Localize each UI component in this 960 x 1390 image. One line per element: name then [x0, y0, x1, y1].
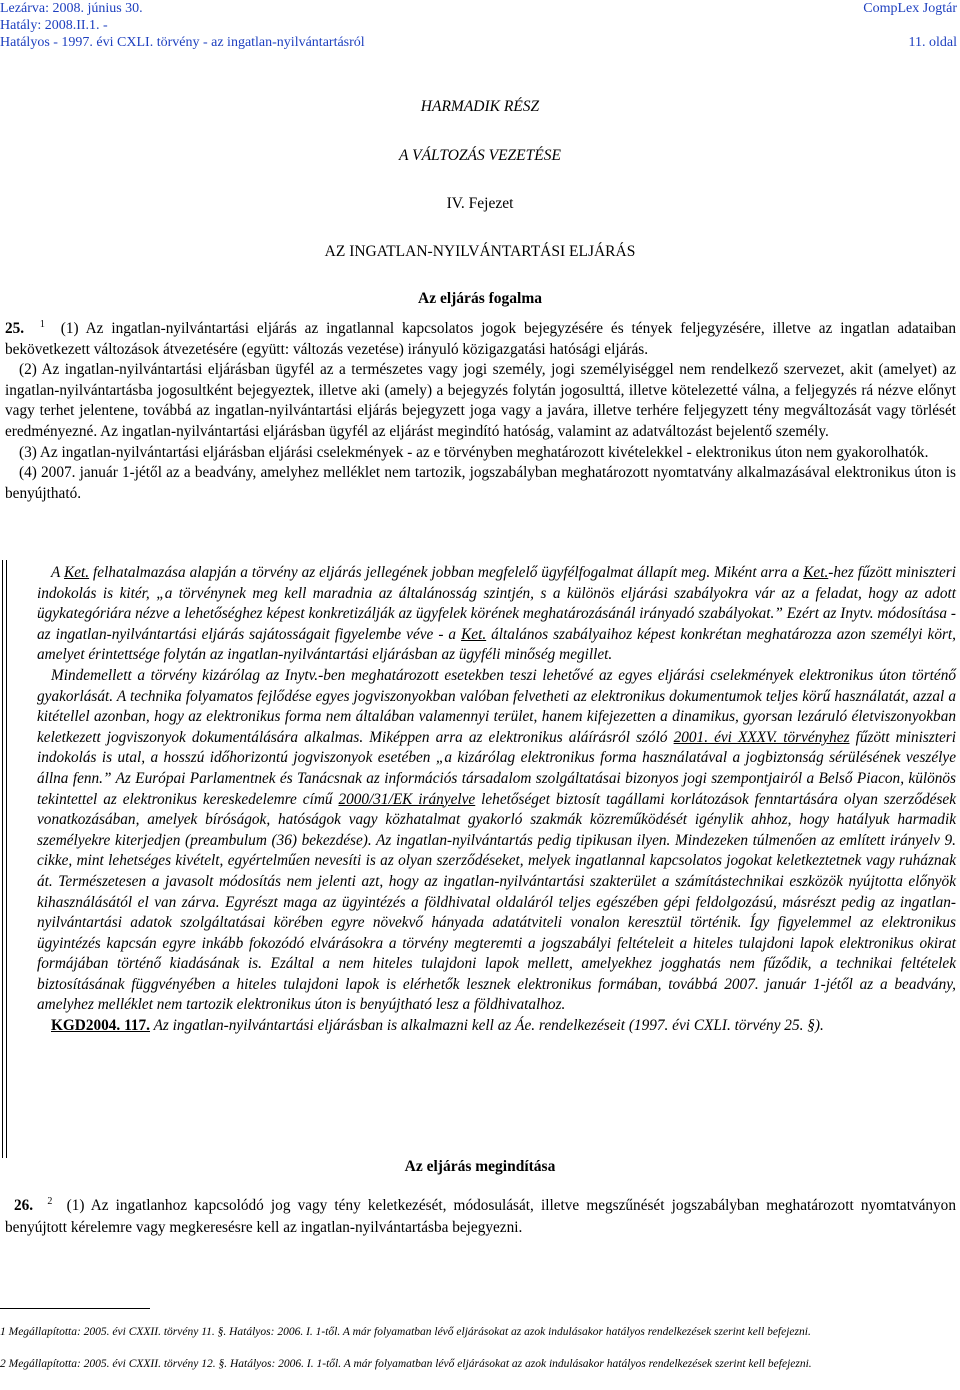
- section-number: 25.: [5, 320, 25, 337]
- closing-date: Lezárva: 2008. június 30.: [0, 1, 143, 16]
- paragraph-2: (2) Az ingatlan-nyilvántartási eljárásban ügyfél az a természetes vagy jogi személy, jogi személyiséggel nem rendelkező szervezet, akit (amelyet) az ingatlan-nyilvántartásba jogosultként bejegyeztek, illetve aki (amely) a bejegyzés folytán jogosulttá, illetve kötelezetté válna, a feljegyzés rá nézve előnyt vagy terhet jelentene, továbbá az ingatlan-nyilvántartási eljárás bejegyzett joga vagy a javára, illetve terhére feljegyzett tény megváltozását vagy törlését eredményezné. Az ingatlan-nyilvántartási eljárásban ügyfél az eljárást megindító hatóság, valamint az adatváltozást bejelentő személy.: [5, 361, 956, 440]
- brand-name: CompLex Jogtár: [863, 1, 957, 16]
- footnote-ref-2[interactable]: 2: [47, 1195, 53, 1207]
- effective-date: Hatály: 2008.II.1. -: [0, 18, 108, 33]
- part-heading: HARMADIK RÉSZ: [420, 98, 540, 115]
- chapter-heading: IV. Fejezet: [446, 195, 514, 212]
- subtitle: Az eljárás fogalma: [418, 290, 542, 307]
- kgd-link[interactable]: KGD2004. 117.: [51, 1017, 151, 1035]
- paragraph-1: 25. $^1$ (1) Az ingatlan-nyilvántartási eljárás az ingatlannal kapcsolatos jogok bejegyzésére és tények feljegyzésére, illetve az ingatlan adataiban bekövetkezett változások átvezetésére (együtt: változás vezetése) irányuló közigazgatási hatósági eljárás.: [5, 318, 956, 358]
- section-26-paragraph-1: 26. $^2$ (1) Az ingatlanhoz kapcsolódó jog vagy tény keletkezését, módosulását, illetve megszűnését jogszabályban meghatározott nyomtatványon benyújtott kérelemre vagy megkeresésre kell az ingatlan-nyilvántartásba bejegyezni.: [5, 1195, 956, 1236]
- kgd-reference: KGD2004. 117. Az ingatlan-nyilvántartási eljárásban is alkalmazni kell az Áe. rendelkezéseit (1997. évi CXLI. törvény 25. §).: [51, 1017, 824, 1035]
- chapter-title: AZ INGATLAN-NYILVÁNTARTÁSI ELJÁRÁS: [324, 243, 636, 260]
- section-26-title: Az eljárás megindítása: [404, 1158, 556, 1175]
- note-paragraph-1: A Ket. felhatalmazása alapján a törvény az eljárás jellegének jobban megfelelő ügyfélfogalmat állapít meg. Miként arra a Ket.-hez fűzött miniszteri indokolás is kitér, „a törvénynek meg kell maradnia az általánosság szintjén, s a különös eljárási szabályokra vár az a feladat, hogy az adott ügykategóriára nézve a lehetőséghez képest konkretizálják az ügyfelek körének meghatározásánál irányadó szabályokat.” Ezért az Inytv. módosítása - az ingatlan-nyilvántartási eljárás sajátosságait figyelembe véve - a Ket. általános szabályaihoz képest konkrétan meghatározza azon személyi kört, amelyet érintettsége folytán az ingatlan-nyilvántartási eljárásban az ügyféli minőség megillet.: [37, 564, 956, 664]
- section-number: 26.: [14, 1197, 34, 1214]
- part-title: A VÁLTOZÁS VEZETÉSE: [399, 147, 561, 164]
- ket-link[interactable]: Ket.: [803, 564, 829, 581]
- page-number: 11. oldal: [908, 35, 957, 50]
- footnote-divider: [0, 1308, 150, 1309]
- commentary-note: [37, 563, 956, 1037]
- section-26: [5, 1195, 956, 1239]
- footnote-1: 1 Megállapította: 2005. évi CXXII. törvény 11. §. Hatályos: 2006. I. 1-től. A már folyamatban lévő eljárásokat az azok indulásakor hatályos rendelkezések szerint kell befejezni.: [0, 1326, 811, 1338]
- paragraph-3: (3) Az ingatlan-nyilvántartási eljárásban eljárási cselekmények - az e törvényben meghatározott kivételekkel - elektronikus úton nem gyakorolhatók.: [19, 443, 929, 461]
- law-link[interactable]: 2001. évi XXXV. törvényhez: [673, 728, 850, 746]
- paragraph-4: (4) 2007. január 1-jétől az a beadvány, amelyhez melléklet nem tartozik, jogszabályban meghatározott nyomtatvány alkalmazásával elektronikus úton is benyújtható.: [5, 464, 956, 502]
- law-title: Hatályos - 1997. évi CXLI. törvény - az ingatlan-nyilvántartásról: [0, 35, 365, 50]
- ket-link[interactable]: Ket.: [64, 564, 90, 581]
- footnote-ref-1[interactable]: 1: [39, 318, 45, 330]
- section-25: [5, 319, 956, 504]
- page-header-left: [0, 0, 365, 51]
- note-paragraph-2: Mindemellett a törvény kizárólag az Inytv.-ben meghatározott esetekben teszi lehetővé az egyes eljárási cselekmények elektronikus úton történő gyakorlását. A technika folyamatos fejlődése egyes jogviszonyokban valóban felvetheti az elektronikus dokumentumok teljes körű használatát, azzal a kitétellel azonban, hogy az elektronikus forma nem általában valamennyi terület, hanem kifejezetten a dinamikus, gyorsan lezáruló életviszonyokban keletkezett jogviszonyok dokumentálására alkalmas. Miképpen arra az elektronikus aláírásról szóló 2001. évi XXXV. törvényhez fűzött miniszteri indokolás is utal, a hosszú időhorizontú jogviszonyok esetében „a kizárólag elektronikus forma használatával a jogbiztonság sérülésének veszélye állna fenn.” Az Európai Parlamentnek és Tanácsnak az információs társadalom szolgáltatásai bizonyos jogi szempontjairól a Belső Piacon, különös tekintettel az elektronikus kereskedelemre című 2000/31/EK irányelve lehetőséget biztosít tagállami korlátozások fenntartására olyan szerződések vonatkozásában, amelyek bíróságok, hatóságok vagy közhatalmat gyakorló szakmák közreműködését igénylik ahhoz, hogy hatályuk harmadik személyekre kiterjedjen (preambulum (36) bekezdése). Az ingatlan-nyilvántartás pedig tipikusan ilyen. Mindezeken túlmenően az említett irányelv 9. cikke, mint lehetséges kivételt, egyértelműen nevesíti is az olyan szerződéseket, melyek ingatlannal kapcsolatos jogokat keletkeztetnek vagy ruháznak át. Természetesen a javasolt módosítás nem jelenti azt, hogy az ingatlan-nyilvántartási szakterület a számítástechnikai eszközök nyújtotta előnyök kihasználásától el van zárva. Egyrészt maga az ügyintézés a földhivatal oldaláról teljes egészében gépi feldolgozású, másrészt pedig az ingatlan-nyilvántartási adatok szolgáltatásai körében egyre növekvő hányada adatátviteli vonalon keresztül történik. Így figyelemmel az elektronikus ügyintézés kapcsán egyre inkább fokozódó elvárásokra a törvény megteremti a jogszabályi feltételeit a hiteles tulajdoni lapok elektronikus okirat formájában történő kiadásának is. Ezáltal a nem hiteles tulajdoni lapok mellett, amelyekhez jogghatás nem fűződik, a technikai feltételek biztosításának függvényében a hiteles tulajdoni lapok is elérhetők lesznek elektronikus formában, továbbá 2007. január 1-jétől az a beadvány, amelyhez melléklet nem tartozik elektronikus úton is benyújtható lesz a földhivatalhoz.: [37, 666, 957, 1014]
- ket-link[interactable]: Ket.: [461, 625, 487, 643]
- margin-bar: [2, 560, 3, 1158]
- directive-link[interactable]: 2000/31/EK irányelve: [338, 790, 476, 808]
- margin-bar: [6, 560, 7, 1158]
- footnote-2: 2 Megállapította: 2005. évi CXXII. törvény 12. §. Hatályos: 2006. I. 1-től. A már folyamatban lévő eljárásokat az azok indulásakor hatályos rendelkezések szerint kell befejezni.: [0, 1358, 812, 1370]
